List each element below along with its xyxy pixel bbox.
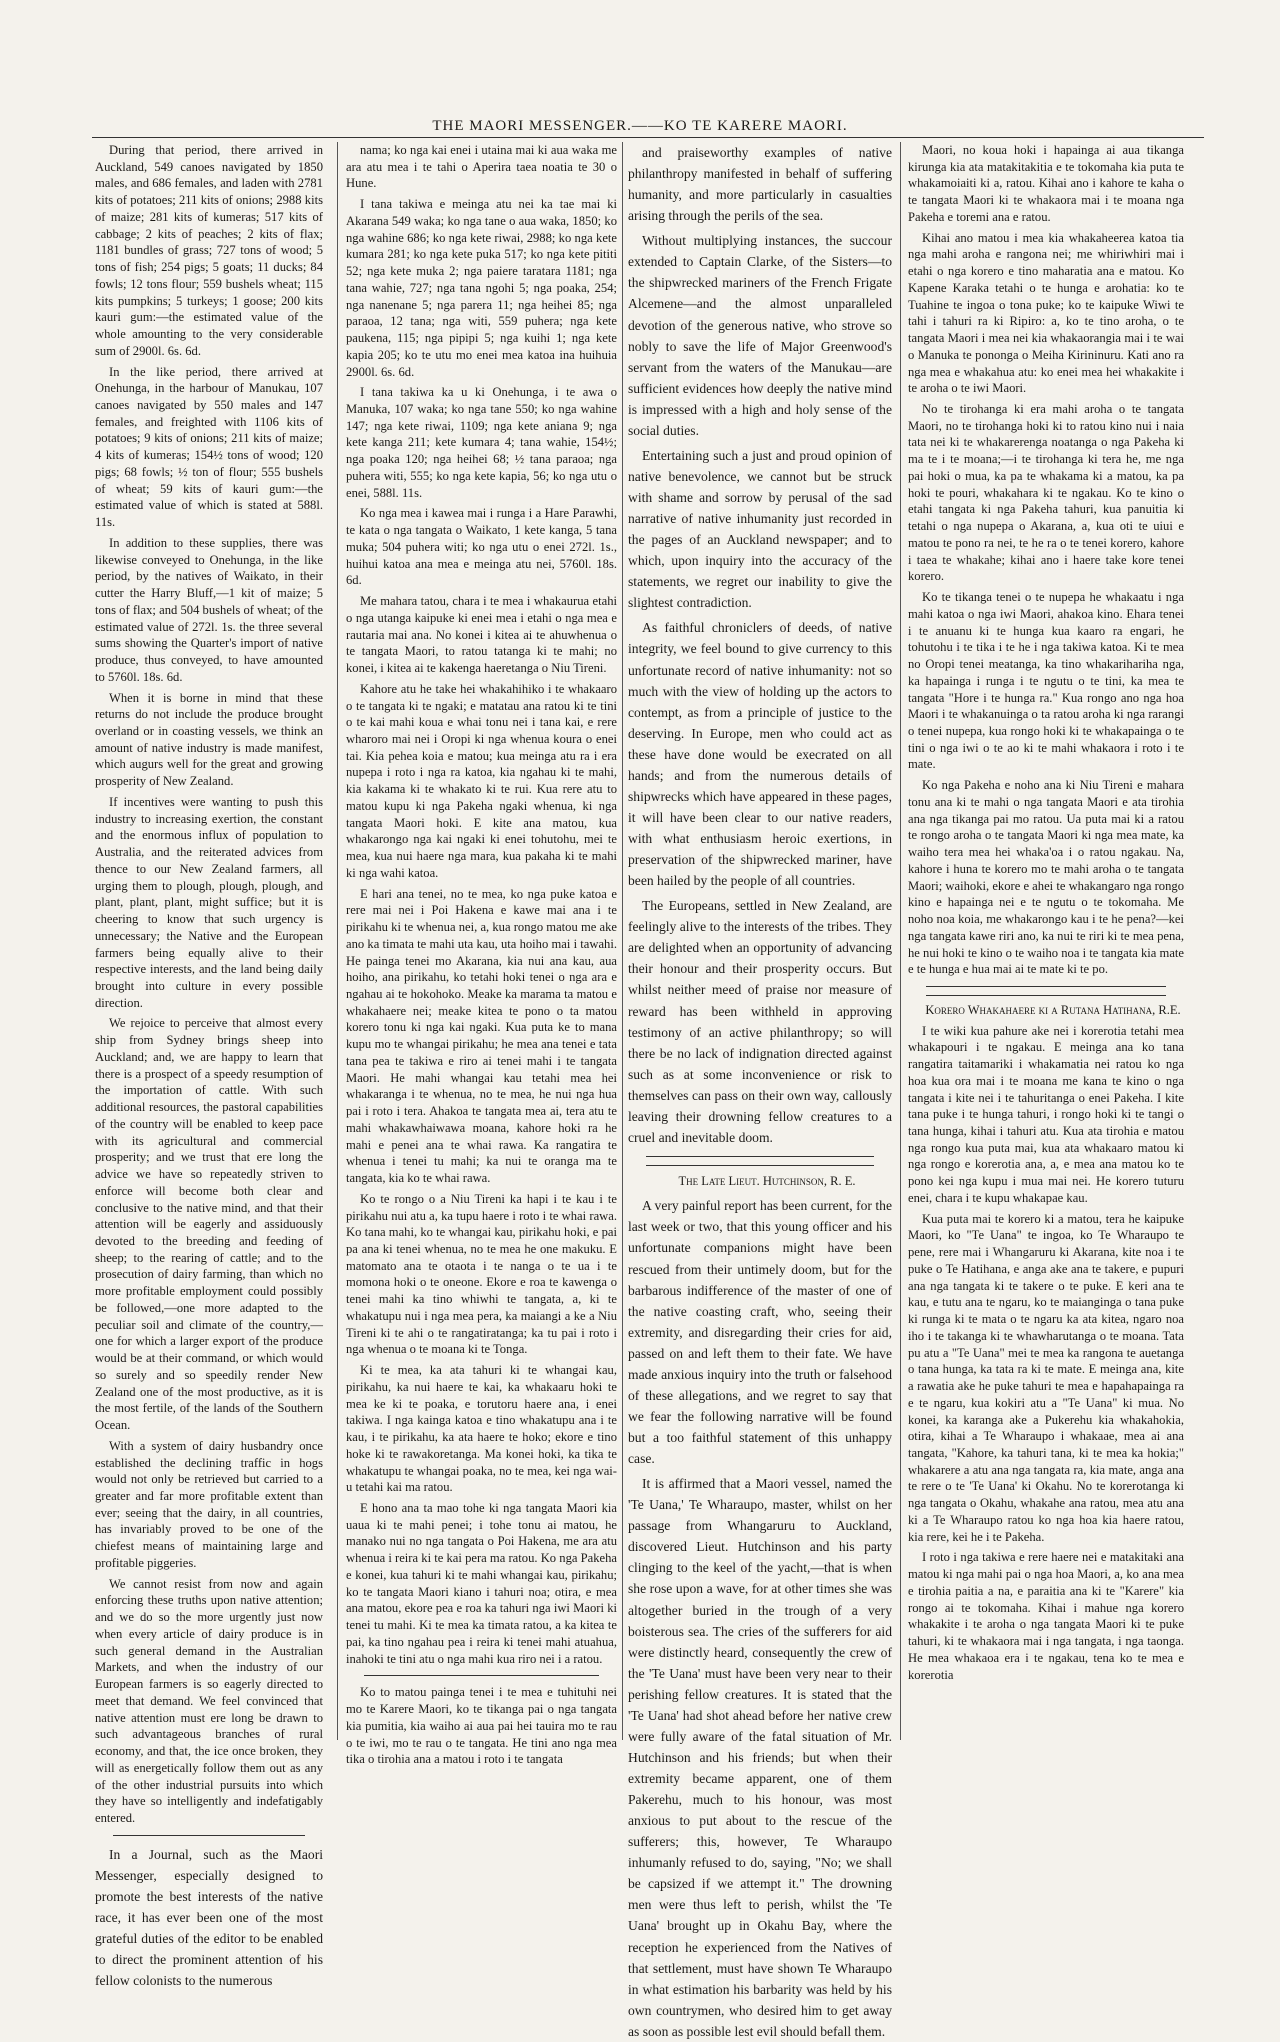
paragraph: Ki te mea, ka ata tahuri ki te whangai kau, pirikahu, ka nui haere te kai, ka whakaaru hoki te mea ke ki te poaka, e torutoru haere ana, i enei takiwa. I nga kainga katoa e tino whakatupu ana i te kau, i te pirikahu, ka ata haere te hoko; ekore e tino hoke ki te rawakoretanga. Ma konei hoki, ka tika te whakatupu te whangai poaka, no te mea, kei nga wai-u tetahi kai ma ratou. [346, 1363, 617, 1495]
paragraph: In a Journal, such as the Maori Messenger, especially designed to promote the best interests of the native race, it has ever been one of the most grateful duties of the editor to be enabled to direct the prominent attention of his fellow colonists to the numerous [95, 1846, 323, 1989]
paragraph: In the like period, there arrived at Onehunga, in the harbour of Manukau, 107 canoes navigated by 550 males and 147 females, and freighted with 1106 kits of potatoes; 9 kits of onions; 211 kits of maize; 4 kits of kumeras; 154½ tons of wood; 120 pigs; 68 fowls; ½ ton of flour; 555 bushels of wheat; 59 kits of kauri gum:—the estimated value of which is stated at 588l. 11s. [95, 364, 323, 530]
column-4 [908, 142, 1184, 1742]
paragraph: I te wiki kua pahure ake nei i korerotia tetahi mea whakapouri i te ngakau. E meinga ana ko tana rangatira taitamariki i whakamatia nei ratou ko nga hoa kua ora mai i te moana me kana te kino o nga tangata i kite nei i te tahuritanga o enei Pakeha. I kite tana puke i te hunga tahuri, i rongo hoki ki te tangi o tana hunga, kihai i tahuri atu. Kua ata tirohia e matou nga rongo kua puta mai, kua ata whakaaro matou ki nga rongo e korerotia ana, a, e mea ana matou ko te pono kei nga kupu i mua mai nei. He korero tuturu enei, chara i te kupu whakapae kau. [908, 1023, 1184, 1205]
paragraph: Without multiplying instances, the succour extended to Captain Clarke, of the Sisters—to the shipwrecked mariners of the French Frigate Alcemene—and the almost unparalleled devotion of the generous native, who strove so nobly to save the life of Major Greenwood's servant from the waters of the Manukau—are sufficient evidences how deeply the native mind is impressed with a high and holy sense of the social duties. [628, 233, 892, 438]
paragraph: I tana takiwa ka u ki Onehunga, i te awa o Manuka, 107 waka; ko nga tane 550; ko nga wahine 147; nga kete riwai, 1109; nga kete aniana 9; nga kete kanga 211; kete kumara 4; tana wahie, 154½; nga poaka 120; nga heihei 68; ½ tana paraoa; nga puhera witi, 555; ko nga kete kapia, 56; ko nga utu o enei, 588l. 11s. [346, 385, 617, 500]
paragraph: I tana takiwa e meinga atu nei ka tae mai ki Akarana 549 waka; ko nga tane o aua waka, 1850; ko nga wahine 686; ko nga kete riwai, 2988; ko nga kete kumara 281; ko nga kete puka 517; ko nga kete pititi 52; nga kete muka 2; nga paiere taratara 1181; nga tana wahie, 727; nga tana ngohi 5; nga poaka, 254; nga nanenane 5; nga parera 11; nga heihei 85; nga paraoa, 12 tana; nga witi, 559 puhera; nga kete paukena, 115; nga pipipi 5; nga kuihi 1; nga kete kapia 205; ko te utu mo enei mea katoa ina huihuia 2900l. 6s. 6d. [346, 197, 617, 379]
paragraph: Kua puta mai te korero ki a matou, tera he kaipuke Maori, ko "Te Uana" te ingoa, ko Te Wharaupo te pene, rere mai i Whangaruru ki Akarana, kite noa i te puke o Te Hatihana, e anga ake ana te takere, e pupuri ana nga tangata ki te takere o te puke. E keri ana te kau, e tutu ana te ngaru, ko te maianginga o tana puke ki runga ki te mata o te ngaru ka ata kitea, ngaro noa iho i te takanga ki te whawharutanga o te moana. Tata pu atu a "Te Uana" mei te mea ka rangona te auetanga o tana hunga, ka tata ra ki te mate. E meinga ana, kite a rawatia ake he puke tahuri te mea e hapahapainga ra e te ngaru, kua kokiri atu a "Te Uana" ki mua. No konei, ka karanga ake a Pukerehu kia whakahokia, otira, kihai a Te Wharaupo i whakaae, mea ai ana tangata, "Kahore, ka tahuri tana, ki te mea ka hokia;" whakarere a atu ana nga tangata ra, kia mate, anga ana te rere o te 'Te Uana' ki Okahu. No te korerotanga ki nga tangata o Okahu, whakahe ana ratou, mea atu ana ki a Te Wharaupo ratou ko nga hoa kia haere ratou, kia rere, kei he i te Pakeha. [908, 1211, 1184, 1544]
masthead: THE MAORI MESSENGER.——KO TE KARERE MAORI. [432, 118, 848, 134]
column-divider [900, 142, 901, 1740]
paragraph: Maori, no koua hoki i hapainga ai aua tikanga kirunga kia ata matakitakitia e te tokomaha kia puta te whakamoiaiti ki a, ratou. Kihai ano i kahore te kaha o te tangata Maori ki te whakaora mai i te moana nga Pakeha e toremi ana e ratou. [908, 143, 1184, 224]
column-2 [346, 142, 617, 1767]
masthead-rule [92, 137, 1204, 138]
paragraph: If incentives were wanting to push this industry to increasing exertion, the constant and the enormous influx of population to Australia, and the reiterated advices from thence to our New Zealand farmers, all urging them to plough, plough, plough, and plant, plant, plant, might suffice; but it is cheering to know that such urgency is unnecessary; the Native and the European farmers being equally alive to their respective interests, and the land being daily brought into culture in every possible direction. [95, 794, 323, 1010]
paragraph: We rejoice to perceive that almost every ship from Sydney brings sheep into Auckland; and, we are happy to learn that there is a prospect of a speedy resumption of the importation of cattle. With such additional resources, the pastoral capabilities of the country will be enabled to keep pace with its agricultural and commercial prosperity; and we trust that ere long the advice we have so repeatedly striven to enforce will become both clear and conclusive to the native mind, and that their attention will be eagerly and assiduously devoted to the breeding and feeding of sheep; to the rearing of cattle; and to the prosecution of dairy farming, than which no more profitable employment could possibly be followed,—one more adapted to the peculiar soil and climate of the country,—one for which a larger export of the produce would be at their command, or which would so surely and so speedily render New Zealand one of the most productive, as it is the most fertile, of the lands of the Southern Ocean. [95, 1016, 323, 1433]
paragraph: In addition to these supplies, there was likewise conveyed to Onehunga, in the like period, by the natives of Waikato, in their cutter the Harry Bluff,—1 kit of maize; 5 tons of flax; and 504 bushels of wheat; of the estimated value of 272l. 1s. the three several sums showing the Quarter's import of native produce, thus conveyed, to have amounted to 5760l. 18s. 6d. [95, 535, 323, 684]
paragraph: nama; ko nga kai enei i utaina mai ki aua waka me ara atu mea i te tahi o Aperira taea noatia te 30 o Hune. [346, 143, 617, 191]
paragraph: Entertaining such a just and proud opinion of native benevolence, we cannot but be struck with shame and sorrow by perusal of the sad narrative of native inhumanity just recorded in the pages of an Auckland newspaper; and to which, upon inquiry into the accuracy of the statements, we regret our inability to give the slightest contradiction. [628, 447, 892, 611]
article-separator [926, 986, 1166, 987]
paragraph: Ko nga mea i kawea mai i runga i a Hare Parawhi, te kata o nga tangata o Waikato, 1 kete kanga, 5 tana muka; 504 puhera witi; ko nga utu o enei 272l. 1s., huihui katoa ana mea e meinga atu nei, 5760l. 18s. 6d. [346, 506, 617, 588]
paragraph: We cannot resist from now and again enforcing these truths upon native attention; and we do so the more urgently just now when every article of dairy produce is in such general demand in the Australian Markets, and when the industry of our European farmers is so eagerly directed to meet that demand. We feel convinced that native attention must ere long be drawn to such advantageous branches of rural economy, and that, the ice once broken, they will as energetically follow them out as any of the other industrial pursuits into which they have so intelligently and indefatigably entered. [95, 1576, 323, 1825]
article-separator [646, 1165, 874, 1166]
paragraph: Ko to matou painga tenei i te mea e tuhituhi nei mo te Karere Maori, ko te tikanga pai o nga tangata kia pumitia, kia waiho ai aua pai hei tauira mo te rau o te iwi, mo te rau o te tangata. He tini ano nga mea tika o tirohia ana a matou i roto i te tangata [346, 1685, 617, 1767]
paragraph: Kahore atu he take hei whakahihiko i te whakaaro o te tangata ki te ngaki; e matatau ana ratou ki te tini o te kai mahi koua e whai tonu nei i tana kai, e rere wharoro mai nei i Oropi ki nga whenua koura o enei tai. Kia pehea koia e matou; kua meinga atu ra i era nupepa i roto i nga ra katoa, kia ngahau ki te mahi, kia kakama ki te whakato ki te rui. Kua rere atu to matou kupu ki nga Pakeha ngaki whenua, ki nga tangata Maori hoki. E kite ana matou, kua whakarongo nga kai ngaki ki enei tohutohu, mei te mea, kua nui haere nga mara, kua pakaha ki te mahi ki nga wahi katoa. [346, 681, 617, 880]
article-heading: Korero Whakahaere ki a Rutana Hatihana, R.E. [925, 1002, 1181, 1017]
paragraph: A very painful report has been current, for the last week or two, that this young officer and his unfortunate companions might have been rescued from their untimely doom, but for the barbarous indifference of the master of one of the native coasting craft, who, seeing their extremity, and disregarding their cries for aid, passed on and left them to their fate. We have made anxious inquiry into the truth or falsehood of these allegations, and we regret to say that we fear the following narrative will be found but a too faithful statement of this unhappy case. [628, 1198, 892, 1467]
paragraph: E hono ana ta mao tohe ki nga tangata Maori kia uaua ki te mahi penei; i tohe tonu ai matou, he manako nui no nga tangata o Poi Hakena, me ara atu whenua i reira ki te kai pera ma ratou. Ko nga Pakeha e konei, kua tahuri ki te mahi whangai kau, pirikahu; ko te tangata Maori kiano i tahuri noa; otira, e mea ana matou, ekore pea e roa ka tahuri nga iwi Maori ki tenei tu mahi. Ki te mea ka timata ratou, a ka kitea te pai, ka tino ngahau pea i reira ki tenei mahi atuahua, inahoki te tini atu o nga mahi kua riro nei i a ratou. [346, 1501, 617, 1666]
column-1 [95, 142, 323, 1989]
paragraph: No te tirohanga ki era mahi aroha o te tangata Maori, no te tirohanga hoki ki to ratou kino nui i naia tata nei ki te whakarerenga noatanga o nga Pakeha ki ma te i te moana;—i te tirohanga ki tera he, me nga pai hoki o mua, ka pa te whakama ki a matou, ka pa hoki te pouri, whakahara ki te ngakau. Ko te kino o etahi tangata ki nga Pakeha tahuri, kua panuitia ki tetahi o nga nupepa o Akarana, a, kua oti te uiui e matou te pono ra nei, te he ra o te tenei korero, kahore i taea te whakahe; kihai ano i haere take kore tenei korero. [908, 402, 1184, 584]
article-separator [926, 995, 1166, 996]
paragraph: Ko te rongo o a Niu Tireni ka hapi i te kau i te pirikahu nui atu a, ka tupu haere i roto i te whai rawa. Ko tana mahi, ko te whangai kau, pirikahu hoki, e pai pa ana ki tenei whenua, no te mea he one makuku. E matomato ana te otaota i te nanga o te ua i te momona hoki o te oneone. Ekore e roa te kawenga o tenei mahi ka tino whiwhi te tangata, a, ki te whakatupu nui i nga mea pera, ka maiangi a ke a Niu Tireni ki te ahi o te rangatiratanga; ka tu pai i roto i nga whenua o te moana ki te Tonga. [346, 1191, 617, 1357]
article-separator [646, 1156, 874, 1157]
article-separator [113, 1835, 305, 1836]
paragraph: As faithful chroniclers of deeds, of native integrity, we feel bound to give currency to this unfortunate record of native inhumanity: not so much with the view of holding up the actors to contempt, as from a principle of justice to the deserving. In Europe, men who could act as these have done would be execrated on all hands; and from the numerous details of shipwrecks which have appeared in these pages, it will have been clear to our native readers, with what enthusiasm heroic exertions, in preservation of the shipwrecked mariner, have been hailed by the people of all countries. [628, 620, 892, 889]
paragraph: E hari ana tenei, no te mea, ko nga puke katoa e rere mai nei i Poi Hakena e kawe mai ana i te pirikahu ki te whenua nei, a, kua rongo matou me ake ano ka timata te mahi uta kau, uta hoiho mai i tawahi. He painga tenei mo Akarana, kia nui ana kau, aua hoiho, ana pirikahu, ko tetahi hoki tenei o nga ara e ngahau ai te hokohoko. Meake ka marama ta matou e whakahaere nei; meake kitea te pono o ta matou korero tonu ki nga kai ngaki. Kua puta ke to mana kupu mo te whangai pirikahu; he mea ana tenei e tata tana pea te takiwa e riro ai tenei mahi i te tangata Maori. He mahi whangai kau tetahi mea hei whakaranga i te whenua, no te mea, he nui nga hua pai i roto i tera. Ahakoa te tangata mea ai, tera atu te mahi whakawhaiwawa moana, kahore hoki ra he mahi e penei ana te whai rawa. Ka rangatira te whenua i tenei tu mahi; ka nui te oranga ma te tangata, kia ko te whai rawa. [346, 886, 617, 1186]
column-divider [622, 142, 623, 1740]
paragraph: The Europeans, settled in New Zealand, are feelingly alive to the interests of the tribes. They are delighted when an opportunity of advancing their honour and their prosperity occurs. But whilst neither meed of praise nor measure of reward has been withheld in approving testimony of an active philanthropy; so will there be no lack of indignation directed against such as at some inconvenience or risk to themselves can pass on their own way, callously leaving their drowning fellow creatures to a cruel and inevitable doom. [628, 898, 892, 1145]
paragraph: Kihai ano matou i mea kia whakaheerea katoa tia nga mahi aroha e rangona nei; me whiriwhiri mai i etahi o nga korero e tino maharatia ana e matou. Ko Kapene Karaka tetahi o te hunga e arohatia: ko te Tuahine te ingoa o tona puke; ko te kaipuke Wiwi te tahi i tahuri ra ki Ripiro: a, ko te tino aroha, o te tangata Maori i mea nei kia whakaorangia mai i te wai o Manuka te pononga o Meiha Kirininuru. Kati ano ra nga mea e whakahua atu: ko enei mea hei whakakite i te aroha o te iwi Maori. [908, 230, 1184, 396]
paragraph: I roto i nga takiwa e rere haere nei e matakitaki ana matou ki nga mahi pai o nga hoa Maori, a, ko ana mea e tirohia paitia a na, e paraitia ana ki te "Karere" kia rongo ai te tokomaha. Kihai i mahue nga korero whakakite i te aroha o nga tangata Maori ki te puke tahuri, ki te whakaora mai i nga tangata, i nga taonga. He mea whakaoa era i te ngakau, tena ko te mea e korerotia [908, 1550, 1184, 1682]
paragraph: and praiseworthy examples of native philanthropy manifested in behalf of suffering humanity, and more particularly in casualties arising through the perils of the sea. [628, 145, 892, 224]
article-separator [364, 1675, 599, 1676]
paragraph: During that period, there arrived in Auckland, 549 canoes navigated by 1850 males, and 686 females, and laden with 2781 kits of potatoes; 211 kits of onions; 2988 kits of maize; 281 kits of kumeras; 517 kits of cabbage; 2 kits of peaches; 2 kits of flax; 1181 bundles of grass; 727 tons of wood; 5 tons of fish; 254 pigs; 5 goats; 11 ducks; 84 fowls; 12 tons flour; 559 bushels wheat; 115 kits pumpkins; 5 turkeys; 1 goose; 200 kits kauri gum:—the estimated value of the whole amounting to the very considerable sum of 2900l. 6s. 6d. [95, 143, 323, 358]
column-3 [628, 142, 892, 2039]
paragraph: Ko nga Pakeha e noho ana ki Niu Tireni e mahara tonu ana ki te mahi o nga tangata Maori e ata tirohia ana nga tikanga pai mo ratou. Ua puta mai ki a ratou te rongo aroha o te tangata Maori ki nga mea mate, ka waiho tera mea hei whaka'oa i o ratou ngakau. Na, kahore i huna te korero mo te mahi aroha o te tangata Maori; waihoki, ekore e ahei te whakangaro nga rongo kino e hapainga nei e te ngutu o te tokomaha. Me noho noa koia, me whakarongo kau i te he pena?—kei nga tangata kawe riri ano, ka nui te riri ki te mea pena, he nui hoki te kino o te waiho noa i te tangata kia mate e te hunga e hua mai ai te mate ki te po. [908, 778, 1184, 977]
paragraph: Me mahara tatou, chara i te mea i whakaurua etahi o nga utanga kaipuke ki enei mea i etahi o nga mea e rautaria mai ana. No konei i kitea ai te ahuwhenua o te tangata Maori, to ratou tatanga ki te mahi; no konei, i kitea ai te kakenga haeretanga o Niu Tireni. [346, 594, 617, 676]
article-heading: The Late Lieut. Hutchinson, R. E. [678, 1173, 856, 1188]
column-divider [337, 142, 338, 1740]
paragraph: With a system of dairy husbandry once established the declining traffic in hogs would not only be retrieved but carried to a greater and far more profitable extent than ever; seeing that the dairy, in all countries, has invariably proved to be one of the chiefest means of maintaining large and profitable piggeries. [95, 1438, 323, 1570]
paragraph: It is affirmed that a Maori vessel, named the 'Te Uana,' Te Wharaupo, master, whilst on her passage from Whangaruru to Auckland, discovered Lieut. Hutchinson and his party clinging to the keel of the yacht,—that is when she rose upon a wave, for at other times she was altogether buried in the trough of a very boisterous sea. The cries of the sufferers for aid were distinctly heard, consequently the crew of the 'Te Uana' must have been very near to their perishing fellow creatures. It is stated that the 'Te Uana' had shot ahead before her native crew were fully aware of the fatal situation of Mr. Hutchinson and his friends; but when their extremity became apparent, one of them Pakerehu, much to his honour, was most anxious to put about to the rescue of the sufferers; this, however, Te Wharaupo inhumanly refused to do, saying, "No; we shall be capsized if we attempt it." The drowning men were thus left to perish, whilst the 'Te Uana' brought up in Okahu Bay, where the reception he experienced from the Natives of that settlement, must have shown Te Wharaupo in what estimation his barbarity was held by his own countrymen, who desired him to get away as soon as possible lest evil should befall them. [628, 1476, 892, 2039]
paragraph: When it is borne in mind that these returns do not include the produce brought overland or in coasting vessels, we think an amount of native industry is made manifest, which augurs well for the great and growing prosperity of New Zealand. [95, 690, 323, 789]
paragraph: Ko te tikanga tenei o te nupepa he whakaatu i nga mahi katoa o nga iwi Maori, ahakoa kino. Ehara tenei i te anuanu ki te hunga kua kaaro ra engari, he tohutohu i te tika i te he i nga takiwa katoa. Ki te mea no Oropi tenei meatanga, ka tino whakarihariha nga, ka hapainga i runga i te ngutu o te tini, ka mea te tangata "Hore i te hunga ra." Kua rongo ano nga hoa Maori i te whakanuinga o ta ratou aroha ki nga rarangi o tenei nupepa, kua rongo hoki ki te whakapainga o te tini o nga iwi o te ao ki te mahi whakaora i roto i te mate. [908, 590, 1184, 772]
